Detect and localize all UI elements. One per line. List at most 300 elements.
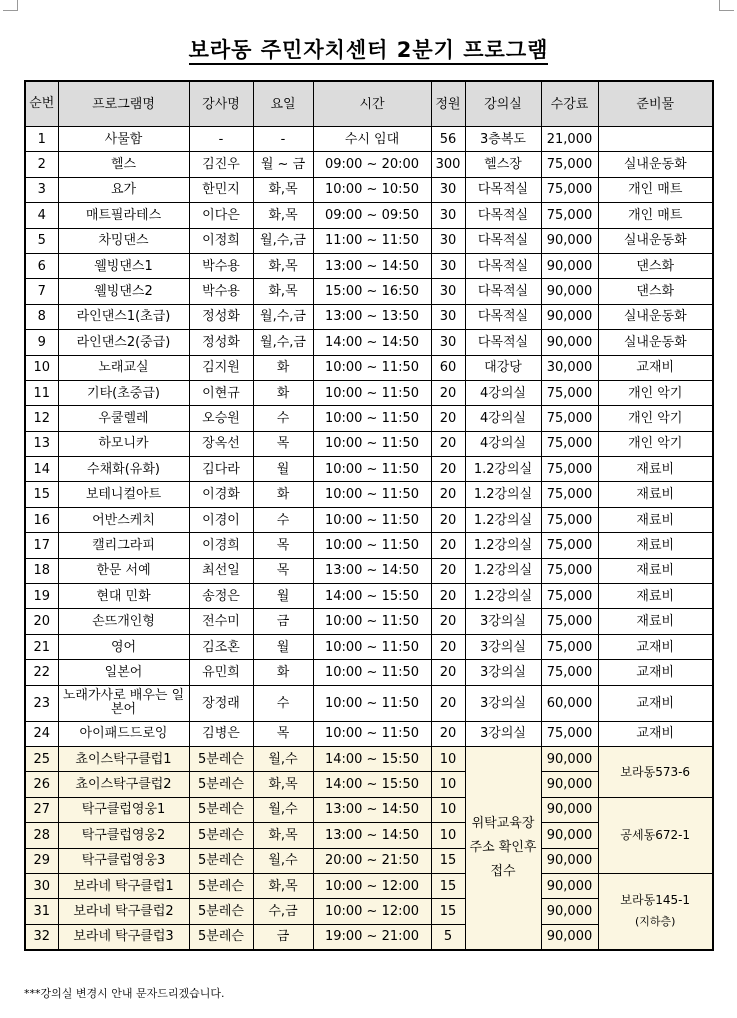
- header-supplies: 준비물: [598, 81, 713, 127]
- cell-supplies: 재료비: [598, 558, 713, 583]
- cell-no: 32: [25, 924, 58, 949]
- cell-instructor: 한민지: [189, 177, 253, 202]
- cell-instructor: 최선일: [189, 558, 253, 583]
- cell-supplies: 개인 악기: [598, 431, 713, 456]
- cell-time: 10:00 ~ 11:50: [313, 721, 431, 746]
- header-instructor: 강사명: [189, 81, 253, 127]
- cell-instructor: 김진우: [189, 152, 253, 177]
- cell-no: 11: [25, 380, 58, 405]
- table-row: [25, 609, 713, 634]
- cell-time: 10:00 ~ 11:50: [313, 685, 431, 721]
- cell-fee: 90,000: [541, 924, 598, 949]
- cell-room: 3강의실: [465, 609, 541, 634]
- cell-days: 수: [253, 406, 313, 431]
- cell-days: 금: [253, 609, 313, 634]
- cell-time: 15:00 ~ 16:50: [313, 279, 431, 304]
- table-row: [25, 330, 713, 355]
- cell-program: 탁구클럽영웅1: [58, 797, 189, 822]
- cell-no: 15: [25, 482, 58, 507]
- cell-program: 한문 서예: [58, 558, 189, 583]
- cell-time: 10:00 ~ 11:50: [313, 355, 431, 380]
- venue-address-cell: [598, 746, 713, 797]
- cell-days: 월: [253, 457, 313, 482]
- cell-supplies: 재료비: [598, 609, 713, 634]
- cell-instructor: 김병은: [189, 721, 253, 746]
- cell-days: 목: [253, 721, 313, 746]
- cell-time: 09:00 ~ 20:00: [313, 152, 431, 177]
- header-room: 강의실: [465, 81, 541, 127]
- venue-address-cell: [598, 797, 713, 873]
- cell-program: 매트필라테스: [58, 203, 189, 228]
- cell-fee: 90,000: [541, 746, 598, 771]
- cell-instructor: 이다은: [189, 203, 253, 228]
- cell-room: 다목적실: [465, 253, 541, 278]
- table-row-pingpong: [25, 746, 713, 771]
- program-table: [24, 80, 714, 951]
- cell-program: 헬스: [58, 152, 189, 177]
- cell-capacity: 300: [431, 152, 465, 177]
- table-row-pingpong: [25, 873, 713, 898]
- cell-days: 화,목: [253, 873, 313, 898]
- cell-time: 10:00 ~ 11:50: [313, 507, 431, 532]
- cell-fee: 75,000: [541, 380, 598, 405]
- cell-program: 우쿨렐레: [58, 406, 189, 431]
- cell-capacity: 30: [431, 330, 465, 355]
- cell-no: 6: [25, 253, 58, 278]
- cell-instructor: 송정은: [189, 584, 253, 609]
- cell-time: 19:00 ~ 21:00: [313, 924, 431, 949]
- cell-fee: 75,000: [541, 457, 598, 482]
- cell-instructor: 이경화: [189, 482, 253, 507]
- cell-supplies: 교재비: [598, 660, 713, 685]
- cell-time: 10:00 ~ 11:50: [313, 533, 431, 558]
- table-row: [25, 203, 713, 228]
- cell-fee: 75,000: [541, 177, 598, 202]
- cell-days: 화: [253, 355, 313, 380]
- cell-capacity: 20: [431, 431, 465, 456]
- table-row: [25, 660, 713, 685]
- cell-time: 14:00 ~ 14:50: [313, 330, 431, 355]
- cell-instructor: -: [189, 127, 253, 152]
- cell-time: 09:00 ~ 09:50: [313, 203, 431, 228]
- cell-room: 1.2강의실: [465, 533, 541, 558]
- cell-program: 쵸이스탁구클럽2: [58, 772, 189, 797]
- cell-room: 다목적실: [465, 203, 541, 228]
- cell-capacity: 20: [431, 660, 465, 685]
- cell-time: 14:00 ~ 15:50: [313, 746, 431, 771]
- cell-program: 노래가사로 배우는 일본어: [58, 685, 189, 721]
- cell-days: 월: [253, 584, 313, 609]
- cell-instructor: 장정래: [189, 685, 253, 721]
- cell-no: 16: [25, 507, 58, 532]
- cell-instructor: 이경이: [189, 507, 253, 532]
- cell-capacity: 60: [431, 355, 465, 380]
- cell-capacity: 20: [431, 507, 465, 532]
- cell-time: 10:00 ~ 12:00: [313, 873, 431, 898]
- cell-fee: 90,000: [541, 848, 598, 873]
- cell-fee: 90,000: [541, 304, 598, 329]
- cell-fee: 75,000: [541, 609, 598, 634]
- header-seq: 순번: [25, 81, 58, 127]
- cell-days: 화: [253, 482, 313, 507]
- table-row: [25, 584, 713, 609]
- cell-days: 화,목: [253, 177, 313, 202]
- table-row: [25, 721, 713, 746]
- cell-no: 13: [25, 431, 58, 456]
- cell-no: 21: [25, 634, 58, 659]
- cell-capacity: 20: [431, 584, 465, 609]
- cell-time: 13:00 ~ 13:50: [313, 304, 431, 329]
- cell-fee: 75,000: [541, 203, 598, 228]
- cell-days: 화: [253, 660, 313, 685]
- cell-capacity: 15: [431, 899, 465, 924]
- cell-fee: 75,000: [541, 482, 598, 507]
- cell-program: 보라네 탁구클럽2: [58, 899, 189, 924]
- cell-supplies: 실내운동화: [598, 304, 713, 329]
- cell-days: 목: [253, 533, 313, 558]
- cell-no: 24: [25, 721, 58, 746]
- cell-instructor: 이현규: [189, 380, 253, 405]
- cell-time: 수시 임대: [313, 127, 431, 152]
- cell-capacity: 30: [431, 253, 465, 278]
- cell-time: 10:00 ~ 10:50: [313, 177, 431, 202]
- cell-instructor: 정성화: [189, 304, 253, 329]
- cell-time: 10:00 ~ 11:50: [313, 609, 431, 634]
- cell-instructor: 오승원: [189, 406, 253, 431]
- cell-room: 4강의실: [465, 406, 541, 431]
- cell-room: 3강의실: [465, 685, 541, 721]
- cell-no: 2: [25, 152, 58, 177]
- cell-supplies: 실내운동화: [598, 330, 713, 355]
- table-row: [25, 304, 713, 329]
- corner-crop-mark-left: [3, 0, 18, 11]
- cell-fee: 90,000: [541, 873, 598, 898]
- cell-supplies: 개인 악기: [598, 380, 713, 405]
- cell-supplies: 교재비: [598, 634, 713, 659]
- table-body: [25, 127, 713, 950]
- cell-supplies: [598, 127, 713, 152]
- cell-days: 월,수,금: [253, 228, 313, 253]
- cell-supplies: 재료비: [598, 507, 713, 532]
- cell-program: 손뜨개인형: [58, 609, 189, 634]
- cell-days: 화,목: [253, 772, 313, 797]
- table-row: [25, 507, 713, 532]
- cell-instructor: 5분레슨: [189, 797, 253, 822]
- cell-fee: 90,000: [541, 772, 598, 797]
- cell-instructor: 5분레슨: [189, 873, 253, 898]
- cell-fee: 75,000: [541, 406, 598, 431]
- cell-instructor: 5분레슨: [189, 823, 253, 848]
- cell-no: 22: [25, 660, 58, 685]
- cell-no: 19: [25, 584, 58, 609]
- cell-instructor: 장옥선: [189, 431, 253, 456]
- cell-instructor: 이경희: [189, 533, 253, 558]
- cell-supplies: 개인 매트: [598, 177, 713, 202]
- cell-time: 13:00 ~ 14:50: [313, 823, 431, 848]
- cell-no: 10: [25, 355, 58, 380]
- cell-room: 1.2강의실: [465, 507, 541, 532]
- cell-fee: 75,000: [541, 431, 598, 456]
- cell-instructor: 5분레슨: [189, 899, 253, 924]
- cell-days: 화,목: [253, 253, 313, 278]
- cell-capacity: 20: [431, 721, 465, 746]
- table-row: [25, 406, 713, 431]
- cell-capacity: 20: [431, 685, 465, 721]
- cell-time: 10:00 ~ 11:50: [313, 482, 431, 507]
- cell-days: 화: [253, 380, 313, 405]
- cell-no: 17: [25, 533, 58, 558]
- cell-time: 10:00 ~ 11:50: [313, 634, 431, 659]
- cell-time: 10:00 ~ 11:50: [313, 457, 431, 482]
- cell-capacity: 30: [431, 304, 465, 329]
- header-program: 프로그램명: [58, 81, 189, 127]
- cell-capacity: 5: [431, 924, 465, 949]
- cell-supplies: 교재비: [598, 685, 713, 721]
- cell-capacity: 10: [431, 746, 465, 771]
- cell-fee: 75,000: [541, 721, 598, 746]
- cell-program: 기타(초중급): [58, 380, 189, 405]
- cell-days: -: [253, 127, 313, 152]
- cell-no: 7: [25, 279, 58, 304]
- cell-days: 목: [253, 431, 313, 456]
- table-row: [25, 457, 713, 482]
- cell-supplies: 재료비: [598, 457, 713, 482]
- header-capacity: 정원: [431, 81, 465, 127]
- cell-fee: 90,000: [541, 899, 598, 924]
- cell-room: 다목적실: [465, 330, 541, 355]
- cell-program: 보라네 탁구클럽3: [58, 924, 189, 949]
- header-row: [25, 81, 713, 127]
- cell-room: 다목적실: [465, 279, 541, 304]
- cell-days: 화,목: [253, 823, 313, 848]
- table-row: [25, 558, 713, 583]
- cell-no: 20: [25, 609, 58, 634]
- table-row: [25, 177, 713, 202]
- cell-room: 1.2강의실: [465, 457, 541, 482]
- cell-no: 18: [25, 558, 58, 583]
- cell-no: 5: [25, 228, 58, 253]
- cell-fee: 30,000: [541, 355, 598, 380]
- cell-instructor: 5분레슨: [189, 772, 253, 797]
- cell-capacity: 20: [431, 609, 465, 634]
- cell-no: 26: [25, 772, 58, 797]
- cell-fee: 75,000: [541, 584, 598, 609]
- cell-fee: 90,000: [541, 797, 598, 822]
- cell-supplies: 댄스화: [598, 253, 713, 278]
- cell-instructor: 전수미: [189, 609, 253, 634]
- cell-capacity: 10: [431, 772, 465, 797]
- table-row: [25, 355, 713, 380]
- cell-room: 1.2강의실: [465, 482, 541, 507]
- cell-days: 월: [253, 634, 313, 659]
- cell-instructor: 정성화: [189, 330, 253, 355]
- cell-capacity: 20: [431, 380, 465, 405]
- cell-room: 4강의실: [465, 431, 541, 456]
- cell-no: 29: [25, 848, 58, 873]
- cell-program: 탁구클럽영웅3: [58, 848, 189, 873]
- cell-no: 28: [25, 823, 58, 848]
- cell-program: 라인댄스1(초급): [58, 304, 189, 329]
- cell-time: 13:00 ~ 14:50: [313, 558, 431, 583]
- cell-fee: 60,000: [541, 685, 598, 721]
- cell-instructor: 김지원: [189, 355, 253, 380]
- cell-fee: 21,000: [541, 127, 598, 152]
- cell-room: 다목적실: [465, 304, 541, 329]
- cell-room: 3층복도: [465, 127, 541, 152]
- cell-days: 수,금: [253, 899, 313, 924]
- cell-supplies: 재료비: [598, 584, 713, 609]
- cell-room: 1.2강의실: [465, 584, 541, 609]
- pingpong-location-note: 위탁교육장 주소 확인후 접수: [465, 746, 541, 949]
- cell-program: 수채화(유화): [58, 457, 189, 482]
- table-row: [25, 228, 713, 253]
- cell-days: 월,수,금: [253, 330, 313, 355]
- cell-capacity: 20: [431, 406, 465, 431]
- cell-capacity: 20: [431, 634, 465, 659]
- table-row: [25, 380, 713, 405]
- cell-instructor: 유민희: [189, 660, 253, 685]
- cell-capacity: 20: [431, 482, 465, 507]
- cell-instructor: 김조혼: [189, 634, 253, 659]
- cell-room: 헬스장: [465, 152, 541, 177]
- cell-program: 어반스케치: [58, 507, 189, 532]
- cell-room: 1.2강의실: [465, 558, 541, 583]
- cell-days: 수: [253, 507, 313, 532]
- cell-supplies: 실내운동화: [598, 228, 713, 253]
- cell-instructor: 박수용: [189, 279, 253, 304]
- cell-fee: 90,000: [541, 253, 598, 278]
- cell-fee: 75,000: [541, 634, 598, 659]
- cell-instructor: 5분레슨: [189, 924, 253, 949]
- table-row: [25, 431, 713, 456]
- cell-fee: 75,000: [541, 507, 598, 532]
- cell-days: 금: [253, 924, 313, 949]
- cell-capacity: 20: [431, 558, 465, 583]
- cell-room: 3강의실: [465, 660, 541, 685]
- cell-capacity: 10: [431, 797, 465, 822]
- cell-program: 웰빙댄스2: [58, 279, 189, 304]
- cell-program: 하모니카: [58, 431, 189, 456]
- table-row-pingpong: [25, 797, 713, 822]
- cell-time: 13:00 ~ 14:50: [313, 797, 431, 822]
- cell-program: 라인댄스2(중급): [58, 330, 189, 355]
- table-row: [25, 533, 713, 558]
- cell-fee: 90,000: [541, 330, 598, 355]
- table-row: [25, 279, 713, 304]
- cell-program: 현대 민화: [58, 584, 189, 609]
- cell-program: 노래교실: [58, 355, 189, 380]
- cell-days: 월 ~ 금: [253, 152, 313, 177]
- cell-supplies: 댄스화: [598, 279, 713, 304]
- cell-fee: 90,000: [541, 279, 598, 304]
- cell-program: 쵸이스탁구클럽1: [58, 746, 189, 771]
- cell-no: 3: [25, 177, 58, 202]
- cell-capacity: 30: [431, 177, 465, 202]
- cell-program: 영어: [58, 634, 189, 659]
- cell-program: 웰빙댄스1: [58, 253, 189, 278]
- cell-no: 4: [25, 203, 58, 228]
- cell-supplies: 개인 매트: [598, 203, 713, 228]
- cell-no: 25: [25, 746, 58, 771]
- cell-days: 화,목: [253, 203, 313, 228]
- venue-address: 보라동145-1: [620, 893, 691, 908]
- header-days: 요일: [253, 81, 313, 127]
- cell-capacity: 56: [431, 127, 465, 152]
- cell-no: 30: [25, 873, 58, 898]
- cell-room: 3강의실: [465, 721, 541, 746]
- cell-instructor: 김다라: [189, 457, 253, 482]
- table-row: [25, 253, 713, 278]
- cell-time: 14:00 ~ 15:50: [313, 772, 431, 797]
- page-title: 보라동 주민자치센터 2분기 프로그램: [0, 34, 737, 64]
- cell-time: 10:00 ~ 12:00: [313, 899, 431, 924]
- cell-fee: 75,000: [541, 152, 598, 177]
- cell-supplies: 재료비: [598, 482, 713, 507]
- cell-program: 아이패드드로잉: [58, 721, 189, 746]
- table-row: [25, 482, 713, 507]
- cell-program: 차밍댄스: [58, 228, 189, 253]
- cell-program: 보라네 탁구클럽1: [58, 873, 189, 898]
- venue-address: 보라동573-6: [620, 764, 691, 779]
- cell-fee: 90,000: [541, 823, 598, 848]
- cell-capacity: 20: [431, 457, 465, 482]
- cell-fee: 75,000: [541, 533, 598, 558]
- cell-no: 12: [25, 406, 58, 431]
- header-time: 시간: [313, 81, 431, 127]
- cell-capacity: 15: [431, 873, 465, 898]
- cell-no: 27: [25, 797, 58, 822]
- cell-supplies: 교재비: [598, 721, 713, 746]
- cell-supplies: 개인 악기: [598, 406, 713, 431]
- cell-time: 10:00 ~ 11:50: [313, 660, 431, 685]
- cell-capacity: 20: [431, 533, 465, 558]
- venue-address: 공세동672-1: [620, 828, 691, 843]
- cell-fee: 90,000: [541, 228, 598, 253]
- cell-room: 다목적실: [465, 228, 541, 253]
- cell-room: 다목적실: [465, 177, 541, 202]
- cell-capacity: 30: [431, 203, 465, 228]
- header-fee: 수강료: [541, 81, 598, 127]
- cell-time: 14:00 ~ 15:50: [313, 584, 431, 609]
- table-row: [25, 152, 713, 177]
- cell-program: 보테니컬아트: [58, 482, 189, 507]
- cell-time: 13:00 ~ 14:50: [313, 253, 431, 278]
- cell-no: 31: [25, 899, 58, 924]
- cell-days: 월,수,금: [253, 304, 313, 329]
- cell-program: 사물함: [58, 127, 189, 152]
- cell-supplies: 재료비: [598, 533, 713, 558]
- cell-capacity: 30: [431, 279, 465, 304]
- cell-instructor: 박수용: [189, 253, 253, 278]
- cell-no: 9: [25, 330, 58, 355]
- table-row: [25, 685, 713, 721]
- cell-days: 월,수: [253, 848, 313, 873]
- cell-time: 11:00 ~ 11:50: [313, 228, 431, 253]
- cell-no: 1: [25, 127, 58, 152]
- cell-supplies: 교재비: [598, 355, 713, 380]
- cell-days: 월,수: [253, 797, 313, 822]
- cell-instructor: 이정희: [189, 228, 253, 253]
- cell-fee: 75,000: [541, 660, 598, 685]
- cell-room: 4강의실: [465, 380, 541, 405]
- footer-note: ***강의실 변경시 안내 문자드리겠습니다.: [24, 987, 225, 1000]
- cell-days: 수: [253, 685, 313, 721]
- cell-capacity: 15: [431, 848, 465, 873]
- cell-fee: 75,000: [541, 558, 598, 583]
- cell-program: 탁구클럽영웅2: [58, 823, 189, 848]
- venue-address-cell: [598, 873, 713, 949]
- table-row: [25, 634, 713, 659]
